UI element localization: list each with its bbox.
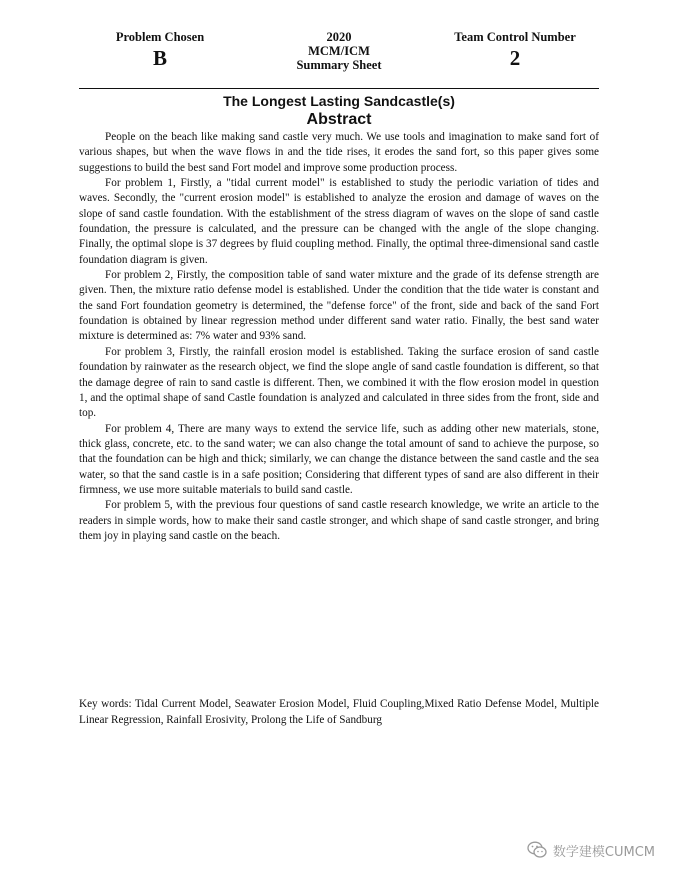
abstract-paragraph: For problem 2, Firstly, the composition table of sand water mixture and the grade of its defense strength are given. Then, the mixture ratio defense model is established. Under the condition that the tide water is constant and the sand Fort foundation geometry is determined, the "defense force" of the front, side and back of the sand Fort foundation is obtained by linear regression method under different sand water ratio. Finally, the best sand water mixture is determined as: 7% water and 93% sand. bbox=[79, 269, 599, 343]
watermark-text: 数学建模CUMCM bbox=[552, 844, 655, 860]
abstract-paragraph: For problem 4, There are many ways to extend the service life, such as adding other new materials, stone, thick glass, concrete, etc. to the sand water; we can also change the total amount of sand to achieve the purpose, so that the foundation can be high and thick; similarly, we can change the distance between the sand castle and the sea water, so that the sand castle is in a safe position; Considering that different types of sand are also different in their firmness, we use more suitable materials to build sand castle. bbox=[79, 422, 599, 496]
watermark bbox=[527, 840, 655, 860]
keywords: Key words: Tidal Current Model, Seawater Erosion Model, Fluid Coupling,Mixed Ratio Defense Model, Multiple Linear Regression, Rainfall Erosivity, Prolong the Life of Sandburg bbox=[79, 698, 599, 726]
team-control-block bbox=[440, 30, 590, 71]
abstract-paragraph: For problem 5, with the previous four questions of sand castle research knowledge, we write an article to the readers in simple words, how to make their sand castle stronger, and which shape of sand castle stronger, and bring them joy in playing sand castle on the beach. bbox=[79, 499, 599, 542]
contest-block bbox=[279, 30, 399, 72]
abstract-paragraph: For problem 3, Firstly, the rainfall erosion model is established. Taking the surface erosion of sand castle foundation by rainwater as the research object, we find the slope angle of sand castle foundation is different, so that the damage degree of rain to sand castle is different. Then, we combined it with the flow erosion model in question 1, and the optimal shape of sand Castle foundation is analyzed and calculated in three sides from the front, side and top. bbox=[79, 345, 599, 420]
abstract-paragraph: People on the beach like making sand castle very much. We use tools and imagination to make sand fort of various shapes, but when the wave flows in and the tide rises, it erodes the sand fort, so this paper gives some suggestions to build the best sand Fort model and improve some production process. bbox=[79, 131, 599, 174]
problem-chosen-value: B bbox=[152, 46, 167, 70]
contest-name: MCM/ICM bbox=[308, 44, 370, 58]
wechat-icon bbox=[527, 841, 547, 859]
abstract-heading: Abstract bbox=[306, 111, 372, 128]
team-control-label: Team Control Number bbox=[454, 30, 576, 44]
abstract-paragraph: For problem 1, Firstly, a "tidal current model" is established to study the periodic variation of tides and waves. Secondly, the "current erosion model" is established to analyze the erosion and damage of waves on the slope of sand castle foundation. With the establishment of the stress diagram of waves on the slope of sand castle foundation, the pressure is calculated, and the pressure can be changed with the angle of the slope changing. Finally, the optimal slope is 37 degrees by fluid coupling method. Finally, the optimal three-dimensional sand castle foundation diagram is given. bbox=[79, 177, 599, 266]
abstract-body bbox=[79, 130, 599, 544]
contest-year: 2020 bbox=[326, 30, 352, 44]
header-divider bbox=[79, 88, 599, 89]
problem-chosen-label: Problem Chosen bbox=[115, 30, 205, 44]
team-control-value: 2 bbox=[509, 46, 521, 70]
summary-sheet-label: Summary Sheet bbox=[296, 58, 382, 72]
problem-chosen-block bbox=[100, 30, 220, 71]
paper-title: The Longest Lasting Sandcastle(s) bbox=[223, 93, 455, 109]
